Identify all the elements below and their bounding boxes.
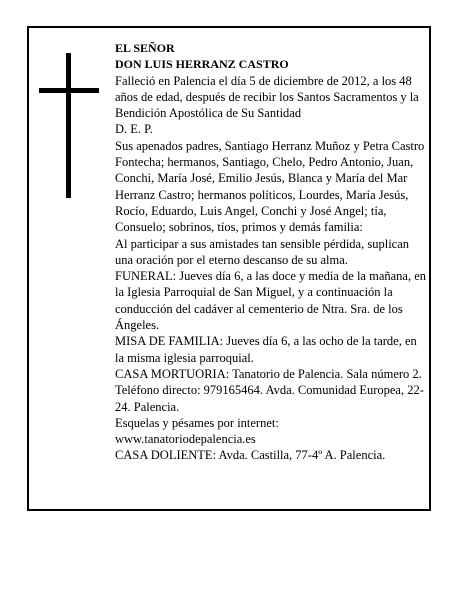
obituary-notice bbox=[27, 26, 431, 511]
prayer-request: Al participar a sus amistades tan sensible pérdida, suplican una oración por el eterno descanso de su alma. bbox=[115, 236, 410, 267]
death-announcement: Falleció en Palencia el día 5 de diciembre de 2012, a los 48 años de edad, después de recibir los Santos Sacramentos y la Bendición Apostólica de Su Santidad bbox=[115, 73, 419, 121]
mourning-house-info: CASA DOLIENTE: Avda. Castilla, 77-4º A. Palencia. bbox=[115, 448, 386, 463]
cross-horizontal-bar bbox=[39, 88, 99, 93]
funeral-home-info: CASA MORTUORIA: Tanatorio de Palencia. Sala número 2. Teléfono directo: 979165464. Avda. Comunidad Europea, 22-24. Palencia. bbox=[115, 366, 424, 414]
internet-condolences-label: Esquelas y pésames por internet: bbox=[115, 415, 279, 430]
deceased-title: EL SEÑOR bbox=[115, 41, 175, 55]
cross-icon bbox=[39, 53, 99, 198]
deceased-name: DON LUIS HERRANZ CASTRO bbox=[115, 57, 289, 72]
funeral-info: FUNERAL: Jueves día 6, a las doce y media de la mañana, en la Iglesia Parroquial de San Miguel, y a continuación la conducción del cadáver al cementerio de Ntra. Sra. de los Ángeles. bbox=[115, 269, 427, 333]
family-mass-info: MISA DE FAMILIA: Jueves día 6, a las ocho de la tarde, en la misma iglesia parroquial. bbox=[115, 334, 417, 365]
rest-in-peace: D. E. P. bbox=[115, 122, 153, 137]
website-link[interactable]: www.tanatoriodepalencia.es bbox=[115, 432, 256, 447]
obituary-text bbox=[115, 40, 427, 464]
cross-vertical-bar bbox=[66, 53, 71, 198]
family-list: Sus apenados padres, Santiago Herranz Muñoz y Petra Castro Fontecha; hermanos, Santiago, Chelo, Pedro Antonio, Juan, Conchi, María José, Emilio Jesús, Blanca y María del Mar Herranz Castro; hermanos políticos, Lourdes, María Jesús, Rocío, Eduardo, Luis Angel, Conchi y José Angel; tía, Consuelo; sobrinos, tíos, primos y demás familia: bbox=[115, 138, 425, 235]
